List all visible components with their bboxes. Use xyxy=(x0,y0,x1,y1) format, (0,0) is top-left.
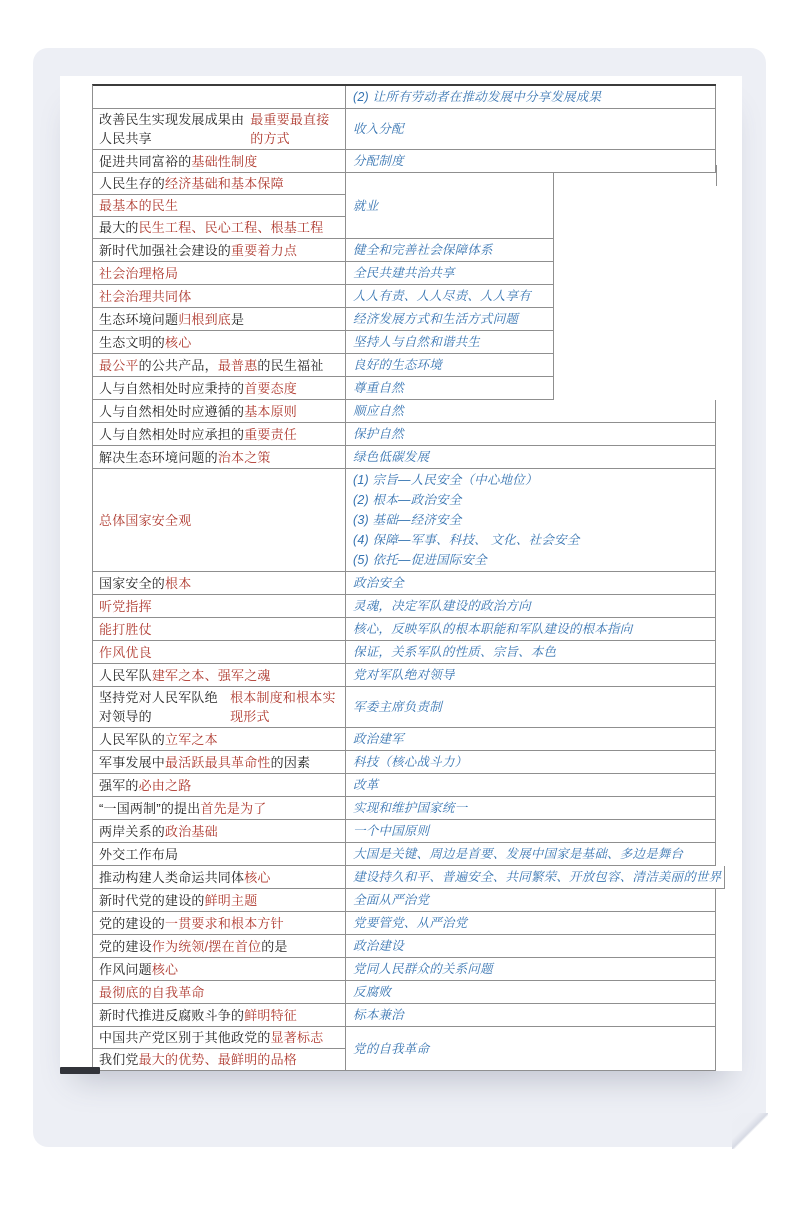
question-cells xyxy=(93,308,346,331)
table-row xyxy=(93,797,716,820)
question-fragment: 是 xyxy=(231,311,245,327)
page-corner-mark xyxy=(60,1067,100,1074)
answer-text: 经济发展方式和生活方式问题 xyxy=(353,312,519,326)
answer-cell xyxy=(346,423,716,446)
question-cell xyxy=(93,262,346,285)
answer-cell xyxy=(346,958,716,981)
question-fragment: 促进共同富裕的 xyxy=(99,153,192,169)
question-cell xyxy=(93,843,346,866)
question-cells xyxy=(93,618,346,641)
question-cell xyxy=(93,423,346,446)
highlight-keyword: 政治基础 xyxy=(165,823,218,839)
table-row xyxy=(93,285,716,308)
answer-cell xyxy=(346,774,716,797)
table-row xyxy=(93,446,716,469)
question-fragment: 人民生存的 xyxy=(99,176,166,191)
question-cell xyxy=(93,820,346,843)
question-fragment: 的是 xyxy=(261,938,288,954)
question-cells xyxy=(93,889,346,912)
question-cells xyxy=(93,912,346,935)
answer-text: 政治建军 xyxy=(353,732,404,746)
table-gap xyxy=(554,285,716,308)
table-row xyxy=(93,912,716,935)
question-cell xyxy=(93,1004,346,1027)
question-fragment: 强军的 xyxy=(99,777,139,793)
question-cell xyxy=(93,797,346,820)
answer-text: 尊重自然 xyxy=(353,381,404,395)
question-cell xyxy=(93,331,346,354)
highlight-keyword: 社会治理格局 xyxy=(99,265,179,281)
answer-cell xyxy=(346,400,716,423)
table-row xyxy=(93,239,716,262)
question-cells xyxy=(93,774,346,797)
highlight-keyword: 最彻底的自我革命 xyxy=(99,984,205,1000)
answer-text: (4) 保障—军事、科技、 文化、社会安全 xyxy=(353,533,580,547)
question-cells xyxy=(93,1027,346,1071)
answer-text: 科技（核心战斗力） xyxy=(353,755,468,769)
answer-text: 党的自我革命 xyxy=(353,1041,430,1056)
highlight-keyword: 重要着力点 xyxy=(231,242,298,258)
answer-text: (2) 根本—政治安全 xyxy=(353,493,462,507)
table-gap xyxy=(554,377,716,400)
highlight-keyword: 一贯要求和根本方针 xyxy=(165,915,284,931)
highlight-keyword: 听党指挥 xyxy=(99,598,152,614)
question-cell xyxy=(93,572,346,595)
answer-cell xyxy=(346,1027,716,1071)
answer-text: 全民共建共治共享 xyxy=(353,266,455,280)
table-row xyxy=(93,641,716,664)
question-cell xyxy=(93,469,346,572)
answer-text: 一个中国原则 xyxy=(353,824,430,838)
question-cells xyxy=(93,595,346,618)
answer-cell xyxy=(346,641,716,664)
table-row xyxy=(93,469,716,572)
question-cells xyxy=(93,262,346,285)
answer-cell xyxy=(346,797,716,820)
table-row xyxy=(93,377,716,400)
question-fragment: 两岸关系的 xyxy=(99,823,166,839)
table-row-group xyxy=(93,173,716,239)
answer-cell xyxy=(346,239,554,262)
question-fragment: 军事发展中 xyxy=(99,754,166,770)
question-cell xyxy=(93,377,346,400)
question-cell xyxy=(93,664,346,687)
question-cell xyxy=(93,774,346,797)
table-row xyxy=(93,1004,716,1027)
question-cells xyxy=(93,400,346,423)
highlight-keyword: 核心 xyxy=(151,961,179,977)
highlight-keyword: 作为统领/摆在首位 xyxy=(151,938,262,954)
answer-cell xyxy=(346,446,716,469)
answer-text: 顺应自然 xyxy=(353,404,404,418)
table-row xyxy=(93,664,716,687)
answer-text: 灵魂，决定军队建设的政治方向 xyxy=(353,599,531,613)
answer-text: 实现和维护国家统一 xyxy=(353,801,468,815)
table-row xyxy=(93,687,716,728)
question-fragment: 生态环境问题 xyxy=(99,311,179,327)
answer-text: 分配制度 xyxy=(353,154,404,168)
answer-cell xyxy=(346,981,716,1004)
question-cells xyxy=(93,150,346,173)
question-fragment: 坚持党对人民军队绝对领导的 xyxy=(99,690,218,724)
question-cells xyxy=(93,469,346,572)
question-cell xyxy=(93,354,346,377)
question-cell xyxy=(93,1049,346,1071)
highlight-keyword: 鲜明特征 xyxy=(244,1007,298,1023)
table-row xyxy=(93,86,716,109)
answer-cell xyxy=(346,354,554,377)
question-cells xyxy=(93,1004,346,1027)
answer-cell xyxy=(346,687,716,728)
question-fragment: 新时代推进反腐败斗争的 xyxy=(99,1007,245,1023)
answer-cell xyxy=(346,728,716,751)
highlight-keyword: 总体国家安全观 xyxy=(99,512,192,528)
answer-text: (2) 让所有劳动者在推动发展中分享发展成果 xyxy=(353,90,602,104)
answer-text: 建设持久和平、普遍安全、共同繁荣、开放包容、清洁美丽的世界 xyxy=(353,870,722,884)
table-row xyxy=(93,728,716,751)
question-cell xyxy=(93,400,346,423)
answer-cell xyxy=(346,331,554,354)
table-row xyxy=(93,889,716,912)
question-cells xyxy=(93,285,346,308)
table-row xyxy=(93,109,716,150)
answer-text: 核心，反映军队的根本职能和军队建设的根本指向 xyxy=(353,622,633,636)
question-cell xyxy=(93,109,346,150)
question-cell xyxy=(93,958,346,981)
table-row xyxy=(93,308,716,331)
question-fragment: 新时代党的建设的 xyxy=(99,892,205,908)
question-cells xyxy=(93,751,346,774)
answer-cell xyxy=(346,469,716,572)
question-cell xyxy=(93,687,346,728)
answer-text: 保证，关系军队的性质、宗旨、本色 xyxy=(353,645,557,659)
question-fragment: “一国两制”的提出 xyxy=(99,800,201,816)
table-row xyxy=(93,981,716,1004)
table-row xyxy=(93,774,716,797)
question-fragment: 的因素 xyxy=(270,754,311,770)
question-cells xyxy=(93,866,346,889)
table-border-stub xyxy=(716,165,717,186)
question-cell xyxy=(93,446,346,469)
answer-cell xyxy=(346,935,716,958)
question-fragment: 的民生福祉 xyxy=(257,357,324,373)
highlight-keyword: 立军之本 xyxy=(165,731,218,747)
table-row xyxy=(93,262,716,285)
answer-cell xyxy=(346,109,716,150)
question-cells xyxy=(93,109,346,150)
answer-cell xyxy=(346,820,716,843)
question-cells xyxy=(93,572,346,595)
answer-text: 党同人民群众的关系问题 xyxy=(353,962,493,976)
highlight-keyword: 最普惠 xyxy=(217,357,258,373)
question-cell xyxy=(93,981,346,1004)
study-table xyxy=(92,84,722,1071)
table-row xyxy=(93,595,716,618)
question-fragment: 外交工作布局 xyxy=(99,846,179,862)
answer-text: 改革 xyxy=(353,778,379,792)
question-fragment: 中国共产党区别于其他政党的 xyxy=(99,1030,271,1045)
question-cell xyxy=(93,86,346,109)
table-row xyxy=(93,751,716,774)
answer-cell xyxy=(346,377,554,400)
answer-cell xyxy=(346,173,554,239)
question-cells xyxy=(93,423,346,446)
document-page[interactable] xyxy=(60,76,742,1071)
question-cell xyxy=(93,751,346,774)
answer-text: 全面从严治党 xyxy=(353,893,430,907)
question-fragment: 人与自然相处时应遵循的 xyxy=(99,403,245,419)
answer-cell xyxy=(346,150,716,173)
table-row xyxy=(93,400,716,423)
answer-text: 人人有责、人人尽责、人人享有 xyxy=(353,289,531,303)
question-fragment: 人与自然相处时应承担的 xyxy=(99,426,245,442)
highlight-keyword: 归根到底 xyxy=(178,311,232,327)
highlight-keyword: 最公平 xyxy=(99,357,139,373)
question-fragment: 人民军队的 xyxy=(99,731,166,747)
table-row xyxy=(93,572,716,595)
answer-cell xyxy=(346,889,716,912)
question-fragment: 的公共产品， xyxy=(138,357,218,373)
table-row xyxy=(93,354,716,377)
question-cells xyxy=(93,239,346,262)
table-gap xyxy=(554,262,716,285)
question-cell xyxy=(93,889,346,912)
answer-text: 反腐败 xyxy=(353,985,392,999)
highlight-keyword: 最基本的民生 xyxy=(99,198,179,213)
highlight-keyword: 必由之路 xyxy=(138,777,192,793)
question-cell xyxy=(93,239,346,262)
highlight-keyword: 最活跃最具革命性 xyxy=(165,754,271,770)
answer-text: 党要管党、从严治党 xyxy=(353,916,468,930)
table-row xyxy=(93,866,722,889)
table-gap xyxy=(554,308,716,331)
answer-text: (3) 基础—经济安全 xyxy=(353,513,462,527)
answer-text: 政治安全 xyxy=(353,576,404,590)
question-cells xyxy=(93,641,346,664)
table-row xyxy=(93,618,716,641)
question-cell xyxy=(93,150,346,173)
table-row-group xyxy=(93,1027,716,1071)
question-fragment: 解决生态环境问题的 xyxy=(99,449,218,465)
table-row xyxy=(93,331,716,354)
table-row xyxy=(93,423,716,446)
highlight-keyword: 鲜明主题 xyxy=(204,892,258,908)
question-cell xyxy=(93,173,346,195)
question-fragment: 人民军队 xyxy=(99,667,152,683)
highlight-keyword: 民生工程、民心工程、根基工程 xyxy=(138,220,324,235)
highlight-keyword: 治本之策 xyxy=(217,449,271,465)
question-cells xyxy=(93,446,346,469)
question-cells xyxy=(93,958,346,981)
answer-text: 良好的生态环境 xyxy=(353,358,442,372)
answer-cell xyxy=(346,912,716,935)
answer-text: 绿色低碳发展 xyxy=(353,450,430,464)
question-cells xyxy=(93,664,346,687)
document-card xyxy=(33,48,766,1147)
answer-cell xyxy=(346,751,716,774)
answer-text: 健全和完善社会保障体系 xyxy=(353,243,493,257)
question-cell xyxy=(93,866,346,889)
answer-text: (1) 宗旨—人民安全（中心地位） xyxy=(353,473,538,487)
highlight-keyword: 首先是为了 xyxy=(200,800,267,816)
answer-cell xyxy=(346,618,716,641)
answer-text: 党对军队绝对领导 xyxy=(353,668,455,682)
question-cell xyxy=(93,195,346,217)
highlight-keyword: 基础性制度 xyxy=(191,153,258,169)
highlight-keyword: 基本原则 xyxy=(244,403,298,419)
answer-text: 军委主席负责制 xyxy=(353,700,442,714)
answer-text: 政治建设 xyxy=(353,939,404,953)
question-cells xyxy=(93,843,346,866)
question-fragment: 党的建设的 xyxy=(99,915,166,931)
table-row xyxy=(93,935,716,958)
highlight-keyword: 重要责任 xyxy=(244,426,298,442)
answer-text: 就业 xyxy=(353,198,379,213)
question-cell xyxy=(93,728,346,751)
highlight-keyword: 建军之本、强军之魂 xyxy=(151,667,271,683)
question-cell xyxy=(93,935,346,958)
question-cells xyxy=(93,173,346,239)
answer-cell xyxy=(346,262,554,285)
question-cells xyxy=(93,354,346,377)
question-cells xyxy=(93,981,346,1004)
question-fragment: 新时代加强社会建设的 xyxy=(99,242,232,258)
table-gap xyxy=(554,173,716,239)
answer-text: 坚持人与自然和谐共生 xyxy=(353,335,481,349)
answer-cell xyxy=(346,285,554,308)
question-fragment: 推动构建人类命运共同体 xyxy=(99,869,245,885)
question-fragment: 人与自然相处时应秉持的 xyxy=(99,380,245,396)
answer-text: 保护自然 xyxy=(353,427,404,441)
answer-text: (5) 依托—促进国际安全 xyxy=(353,553,487,567)
answer-cell xyxy=(346,664,716,687)
highlight-keyword: 经济基础和基本保障 xyxy=(165,176,284,191)
table-gap xyxy=(554,331,716,354)
question-cell xyxy=(93,641,346,664)
table-row xyxy=(93,958,716,981)
card-corner-fold xyxy=(732,1113,768,1149)
highlight-keyword: 根本 xyxy=(165,575,192,591)
question-cells xyxy=(93,797,346,820)
table-gap xyxy=(554,239,716,262)
question-fragment: 国家安全的 xyxy=(99,575,166,591)
answer-cell xyxy=(346,843,716,866)
answer-text: 大国是关键、周边是首要、发展中国家是基础、多边是舞台 xyxy=(353,847,684,861)
highlight-keyword: 作风优良 xyxy=(99,644,152,660)
question-cell xyxy=(93,1027,346,1049)
question-cell xyxy=(93,595,346,618)
question-cell xyxy=(93,217,346,239)
question-cells xyxy=(93,728,346,751)
question-cell xyxy=(93,912,346,935)
question-fragment: 我们党 xyxy=(99,1052,139,1067)
answer-text: 标本兼治 xyxy=(353,1008,404,1022)
table-gap xyxy=(554,354,716,377)
answer-cell xyxy=(346,595,716,618)
question-cells xyxy=(93,820,346,843)
table-row xyxy=(93,843,716,866)
answer-cell xyxy=(346,308,554,331)
question-cells xyxy=(93,377,346,400)
highlight-keyword: 首要态度 xyxy=(244,380,298,396)
answer-cell xyxy=(346,86,716,109)
answer-cell xyxy=(346,866,725,889)
question-cell xyxy=(93,285,346,308)
answer-text: 收入分配 xyxy=(353,122,404,136)
question-cell xyxy=(93,308,346,331)
highlight-keyword: 社会治理共同体 xyxy=(99,288,192,304)
question-cells xyxy=(93,935,346,958)
highlight-keyword: 最重要最直接的方式 xyxy=(250,112,330,146)
table-row xyxy=(93,820,716,843)
question-fragment: 改善民生实现发展成果由人民共享 xyxy=(99,112,245,146)
question-cell xyxy=(93,618,346,641)
highlight-keyword: 能打胜仗 xyxy=(99,621,152,637)
answer-cell xyxy=(346,572,716,595)
question-fragment: 生态文明的 xyxy=(99,334,166,350)
question-cells xyxy=(93,86,346,109)
table-row xyxy=(93,150,716,173)
question-fragment: 作风问题 xyxy=(99,961,152,977)
question-fragment: 最大的 xyxy=(99,220,139,235)
question-cells xyxy=(93,331,346,354)
answer-cell xyxy=(346,1004,716,1027)
highlight-keyword: 最大的优势、最鲜明的品格 xyxy=(138,1052,298,1067)
highlight-keyword: 根本制度和根本实现形式 xyxy=(230,690,336,724)
highlight-keyword: 核心 xyxy=(165,334,192,350)
question-fragment: 党的建设 xyxy=(99,938,152,954)
highlight-keyword: 核心 xyxy=(244,869,271,885)
question-cells xyxy=(93,687,346,728)
highlight-keyword: 显著标志 xyxy=(270,1030,324,1045)
